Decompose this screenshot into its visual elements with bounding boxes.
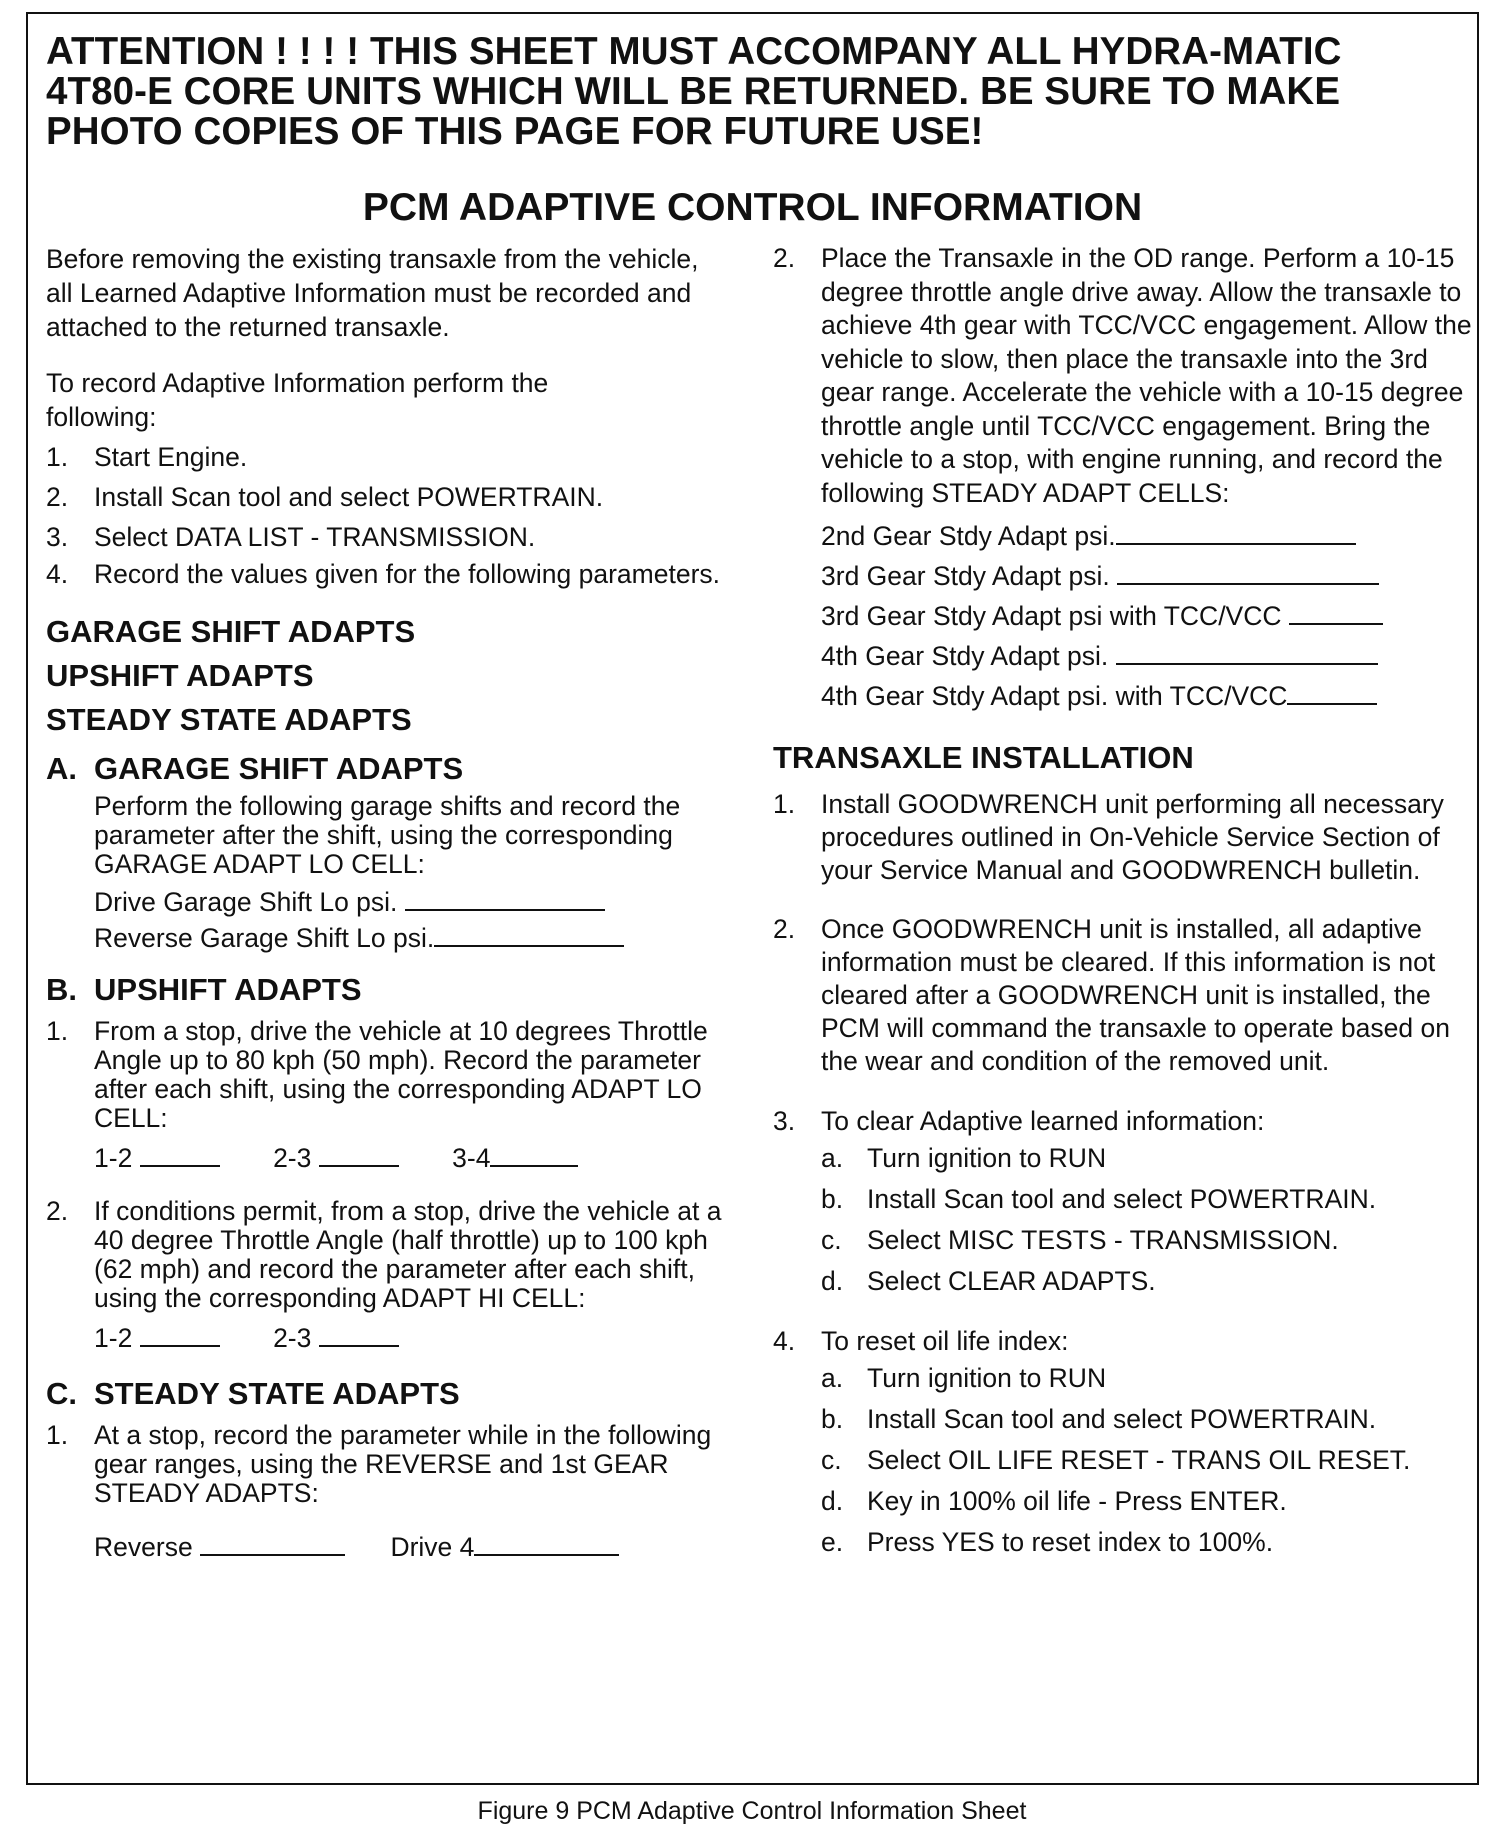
information-sheet [26,12,1479,1785]
oil-step: a. Turn ignition to RUN [821,1363,1107,1393]
right-column [773,242,1473,1563]
upshift-lo-fields: 1-2 2-3 3-4 [46,1141,746,1175]
section-c-heading: C. STEADY STATE ADAPTS [46,1376,460,1411]
steady-state-fields: Reverse Drive 4 [46,1530,746,1564]
section-a-text: Perform the following garage shifts and record the parameter after the shift, using the corresponding GARAGE ADAPT LO CELL: [94,791,681,879]
list-item: 2. If conditions permit, from a stop, drive the vehicle at a 40 degree Throttle Angle (half throttle) up to 100 kph (62 mph) and record the parameter after each shift, using the corresponding ADAPT HI CELL: [46,1196,722,1313]
attention-line: PHOTO COPIES OF THIS PAGE FOR FUTURE USE! [46,110,984,153]
drive-garage-field: Drive Garage Shift Lo psi. [94,887,746,917]
adapt-heading: UPSHIFT ADAPTS [46,658,314,693]
clear-step: d. Select CLEAR ADAPTS. [821,1266,1156,1296]
figure-caption: Figure 9 PCM Adaptive Control Information Sheet [477,1797,1027,1825]
oil-step: c. Select OIL LIFE RESET - TRANS OIL RESET. [821,1445,1411,1475]
list-item: 1. At a stop, record the parameter while in the following gear ranges, using the REVERSE and 1st GEAR STEADY ADAPTS: [46,1420,712,1508]
list-item: 2. Once GOODWRENCH unit is installed, all adaptive information must be cleared. If this information is not cleared after a GOODWRENCH unit is installed, the PCM will command the transaxle to operate based on the wear and condition of the removed unit. [773,914,1450,1076]
list-item: 1. Install GOODWRENCH unit performing all necessary procedures outlined in On-Vehicle Service Section of your Service Manual and GOODWRENCH bulletin. [773,789,1444,885]
oil-step: d. Key in 100% oil life - Press ENTER. [821,1486,1287,1516]
record-intro: To record Adaptive Information perform the following: [46,368,549,432]
list-item: 3. Select DATA LIST - TRANSMISSION. [46,522,536,552]
steady-adapt-field: 4th Gear Stdy Adapt psi. [821,636,1473,676]
list-item: 4. Record the values given for the following parameters. [46,559,721,589]
list-item: 2. Install Scan tool and select POWERTRAIN. [46,482,604,512]
attention-line: ATTENTION ! ! ! ! THIS SHEET MUST ACCOMPANY ALL HYDRA-MATIC [46,30,1342,73]
clear-step: a. Turn ignition to RUN [821,1143,1107,1173]
section-b-heading: B. UPSHIFT ADAPTS [46,972,362,1007]
oil-step: e. Press YES to reset index to 100%. [821,1527,1274,1557]
page-title: PCM ADAPTIVE CONTROL INFORMATION [362,186,1143,229]
list-item: 1. Start Engine. [46,442,248,472]
steady-adapt-field: 2nd Gear Stdy Adapt psi. [821,516,1473,556]
list-item: 3. To clear Adaptive learned information: [773,1106,1265,1136]
upshift-hi-fields: 1-2 2-3 [46,1321,746,1355]
attention-notice [46,32,1466,152]
section-a-heading: A. GARAGE SHIFT ADAPTS [46,751,464,786]
adapt-heading: GARAGE SHIFT ADAPTS [46,614,416,649]
oil-step: b. Install Scan tool and select POWERTRAIN. [821,1404,1377,1434]
intro-paragraph: Before removing the existing transaxle from the vehicle, all Learned Adaptive Information must be recorded and attached to the returned transaxle. [46,244,699,342]
installation-heading: TRANSAXLE INSTALLATION [773,740,1194,775]
attention-line: 4T80-E CORE UNITS WHICH WILL BE RETURNED. BE SURE TO MAKE [46,70,1341,113]
clear-step: b. Install Scan tool and select POWERTRAIN. [821,1184,1377,1214]
list-item: 4. To reset oil life index: [773,1326,1069,1356]
clear-step: c. Select MISC TESTS - TRANSMISSION. [821,1225,1339,1255]
list-item: 1. From a stop, drive the vehicle at 10 degrees Throttle Angle up to 80 kph (50 mph). Record the parameter after each shift, using the corresponding ADAPT LO CELL: [46,1016,708,1133]
left-column [46,242,746,1564]
steady-adapt-field: 4th Gear Stdy Adapt psi. with TCC/VCC [821,676,1473,716]
steady-adapt-field: 3rd Gear Stdy Adapt psi with TCC/VCC [821,596,1473,636]
steady-adapt-field: 3rd Gear Stdy Adapt psi. [821,556,1473,596]
adapt-heading: STEADY STATE ADAPTS [46,702,412,737]
list-item: 2. Place the Transaxle in the OD range. Perform a 10-15 degree throttle angle drive away. Allow the transaxle to achieve 4th gear with TCC/VCC engagement. Allow the vehicle to slow, then place the transaxle into the 3rd gear range. Accelerate the vehicle with a 10-15 degree throttle angle until TCC/VCC engagement. Bring the vehicle to a stop, with engine running, and record the following STEADY ADAPT CELLS: [773,243,1472,508]
reverse-garage-field: Reverse Garage Shift Lo psi. [94,923,746,953]
